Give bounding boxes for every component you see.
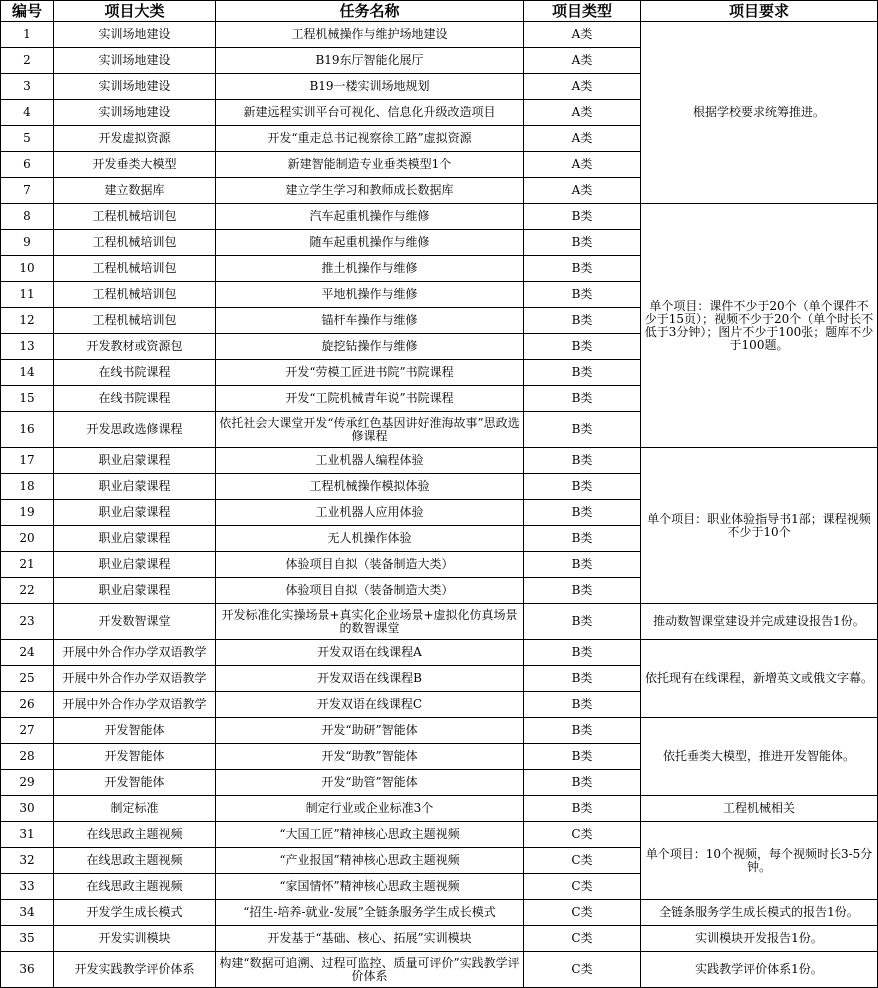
cell-type: C类 bbox=[524, 822, 641, 848]
cell-task: 开发双语在线课程B bbox=[216, 666, 524, 692]
header-category: 项目大类 bbox=[54, 1, 216, 22]
cell-type: B类 bbox=[524, 640, 641, 666]
cell-task: 汽车起重机操作与维修 bbox=[216, 204, 524, 230]
cell-category: 工程机械培训包 bbox=[54, 204, 216, 230]
cell-category: 开发智能体 bbox=[54, 770, 216, 796]
cell-task: “招生-培养-就业-发展”全链条服务学生成长模式 bbox=[216, 900, 524, 926]
cell-no: 32 bbox=[1, 848, 54, 874]
header-row bbox=[1, 1, 878, 22]
cell-type: B类 bbox=[524, 474, 641, 500]
cell-type: B类 bbox=[524, 578, 641, 604]
cell-task: 开发“劳模工匠进书院”书院课程 bbox=[216, 360, 524, 386]
table-row bbox=[1, 204, 878, 230]
cell-no: 20 bbox=[1, 526, 54, 552]
cell-no: 14 bbox=[1, 360, 54, 386]
cell-type: B类 bbox=[524, 204, 641, 230]
cell-task: 新建智能制造专业垂类模型1个 bbox=[216, 152, 524, 178]
cell-category: 实训场地建设 bbox=[54, 22, 216, 48]
header-task: 任务名称 bbox=[216, 1, 524, 22]
cell-task: 开发“重走总书记视察徐工路”虚拟资源 bbox=[216, 126, 524, 152]
cell-no: 26 bbox=[1, 692, 54, 718]
cell-task: 开发基于“基础、核心、拓展”实训模块 bbox=[216, 926, 524, 952]
cell-type: B类 bbox=[524, 552, 641, 578]
cell-no: 12 bbox=[1, 308, 54, 334]
cell-category: 在线思政主题视频 bbox=[54, 822, 216, 848]
cell-no: 24 bbox=[1, 640, 54, 666]
cell-requirement: 工程机械相关 bbox=[641, 796, 878, 822]
cell-task: 平地机操作与维修 bbox=[216, 282, 524, 308]
cell-no: 27 bbox=[1, 718, 54, 744]
cell-task: 建立学生学习和教师成长数据库 bbox=[216, 178, 524, 204]
cell-requirement: 单个项目：职业体验指导书1部；课程视频不少于10个 bbox=[641, 448, 878, 604]
cell-category: 开展中外合作办学双语教学 bbox=[54, 640, 216, 666]
cell-type: C类 bbox=[524, 900, 641, 926]
cell-task: 工程机械操作与维护场地建设 bbox=[216, 22, 524, 48]
cell-task: 推土机操作与维修 bbox=[216, 256, 524, 282]
cell-type: B类 bbox=[524, 256, 641, 282]
cell-task: 开发标准化实操场景+真实化企业场景+虚拟化仿真场景的数智课堂 bbox=[216, 604, 524, 640]
cell-no: 15 bbox=[1, 386, 54, 412]
cell-type: B类 bbox=[524, 666, 641, 692]
cell-task: 锚杆车操作与维修 bbox=[216, 308, 524, 334]
cell-category: 在线书院课程 bbox=[54, 360, 216, 386]
cell-requirement: 单个项目：10个视频，每个视频时长3-5分钟。 bbox=[641, 822, 878, 900]
cell-no: 5 bbox=[1, 126, 54, 152]
cell-requirement: 实践教学评价体系1份。 bbox=[641, 952, 878, 988]
cell-type: B类 bbox=[524, 230, 641, 256]
cell-category: 工程机械培训包 bbox=[54, 308, 216, 334]
table-row bbox=[1, 822, 878, 848]
cell-no: 6 bbox=[1, 152, 54, 178]
table-row bbox=[1, 926, 878, 952]
cell-no: 10 bbox=[1, 256, 54, 282]
cell-category: 制定标准 bbox=[54, 796, 216, 822]
cell-no: 1 bbox=[1, 22, 54, 48]
table-row bbox=[1, 952, 878, 988]
cell-category: 职业启蒙课程 bbox=[54, 448, 216, 474]
cell-category: 建立数据库 bbox=[54, 178, 216, 204]
cell-category: 工程机械培训包 bbox=[54, 256, 216, 282]
cell-task: 旋挖钻操作与维修 bbox=[216, 334, 524, 360]
cell-type: B类 bbox=[524, 308, 641, 334]
cell-no: 19 bbox=[1, 500, 54, 526]
cell-type: C类 bbox=[524, 952, 641, 988]
cell-type: B类 bbox=[524, 744, 641, 770]
cell-no: 36 bbox=[1, 952, 54, 988]
table-row bbox=[1, 900, 878, 926]
cell-category: 工程机械培训包 bbox=[54, 282, 216, 308]
cell-category: 在线思政主题视频 bbox=[54, 874, 216, 900]
cell-type: B类 bbox=[524, 386, 641, 412]
cell-requirement: 全链条服务学生成长模式的报告1份。 bbox=[641, 900, 878, 926]
cell-task: “大国工匠”精神核心思政主题视频 bbox=[216, 822, 524, 848]
cell-task: 随车起重机操作与维修 bbox=[216, 230, 524, 256]
cell-no: 21 bbox=[1, 552, 54, 578]
cell-requirement: 依托现有在线课程，新增英文或俄文字幕。 bbox=[641, 640, 878, 718]
cell-no: 7 bbox=[1, 178, 54, 204]
cell-type: B类 bbox=[524, 448, 641, 474]
cell-type: A类 bbox=[524, 74, 641, 100]
cell-category: 开展中外合作办学双语教学 bbox=[54, 666, 216, 692]
cell-task: B19一楼实训场地规划 bbox=[216, 74, 524, 100]
cell-category: 工程机械培训包 bbox=[54, 230, 216, 256]
cell-no: 30 bbox=[1, 796, 54, 822]
cell-category: 职业启蒙课程 bbox=[54, 578, 216, 604]
table-row bbox=[1, 22, 878, 48]
cell-category: 开发智能体 bbox=[54, 744, 216, 770]
cell-task: “产业报国”精神核心思政主题视频 bbox=[216, 848, 524, 874]
cell-type: B类 bbox=[524, 718, 641, 744]
table-row bbox=[1, 640, 878, 666]
cell-type: C类 bbox=[524, 874, 641, 900]
cell-category: 开发虚拟资源 bbox=[54, 126, 216, 152]
cell-no: 17 bbox=[1, 448, 54, 474]
cell-no: 16 bbox=[1, 412, 54, 448]
cell-task: 依托社会大课堂开发“传承红色基因讲好淮海故事”思政选修课程 bbox=[216, 412, 524, 448]
table-row bbox=[1, 796, 878, 822]
cell-task: 体验项目自拟（装备制造大类） bbox=[216, 578, 524, 604]
cell-category: 实训场地建设 bbox=[54, 74, 216, 100]
cell-task: 开发双语在线课程A bbox=[216, 640, 524, 666]
cell-category: 职业启蒙课程 bbox=[54, 552, 216, 578]
cell-category: 在线书院课程 bbox=[54, 386, 216, 412]
cell-type: A类 bbox=[524, 126, 641, 152]
cell-type: B类 bbox=[524, 770, 641, 796]
cell-type: B类 bbox=[524, 334, 641, 360]
cell-no: 29 bbox=[1, 770, 54, 796]
header-no: 编号 bbox=[1, 1, 54, 22]
cell-requirement: 推动数智课堂建设并完成建设报告1份。 bbox=[641, 604, 878, 640]
cell-type: A类 bbox=[524, 22, 641, 48]
cell-type: B类 bbox=[524, 604, 641, 640]
cell-type: B类 bbox=[524, 526, 641, 552]
cell-no: 35 bbox=[1, 926, 54, 952]
cell-type: A类 bbox=[524, 48, 641, 74]
cell-type: C类 bbox=[524, 848, 641, 874]
cell-type: B类 bbox=[524, 282, 641, 308]
table-row bbox=[1, 718, 878, 744]
cell-task: 体验项目自拟（装备制造大类） bbox=[216, 552, 524, 578]
cell-category: 开发实践教学评价体系 bbox=[54, 952, 216, 988]
cell-task: 开发“助教”智能体 bbox=[216, 744, 524, 770]
cell-no: 11 bbox=[1, 282, 54, 308]
cell-task: 开发“助研”智能体 bbox=[216, 718, 524, 744]
cell-no: 31 bbox=[1, 822, 54, 848]
cell-requirement: 根据学校要求统筹推进。 bbox=[641, 22, 878, 204]
cell-type: A类 bbox=[524, 152, 641, 178]
cell-no: 18 bbox=[1, 474, 54, 500]
cell-type: B类 bbox=[524, 360, 641, 386]
cell-type: A类 bbox=[524, 100, 641, 126]
cell-task: 无人机操作体验 bbox=[216, 526, 524, 552]
cell-requirement: 实训模块开发报告1份。 bbox=[641, 926, 878, 952]
cell-type: C类 bbox=[524, 926, 641, 952]
cell-no: 4 bbox=[1, 100, 54, 126]
cell-task: “家国情怀”精神核心思政主题视频 bbox=[216, 874, 524, 900]
cell-category: 开发教材或资源包 bbox=[54, 334, 216, 360]
cell-task: 开发双语在线课程C bbox=[216, 692, 524, 718]
cell-no: 13 bbox=[1, 334, 54, 360]
table-body bbox=[1, 22, 878, 988]
cell-task: 制定行业或企业标准3个 bbox=[216, 796, 524, 822]
cell-category: 实训场地建设 bbox=[54, 48, 216, 74]
cell-no: 25 bbox=[1, 666, 54, 692]
cell-category: 开发垂类大模型 bbox=[54, 152, 216, 178]
cell-no: 33 bbox=[1, 874, 54, 900]
cell-task: 开发“工院机械青年说”书院课程 bbox=[216, 386, 524, 412]
cell-category: 职业启蒙课程 bbox=[54, 500, 216, 526]
cell-type: B类 bbox=[524, 692, 641, 718]
cell-category: 在线思政主题视频 bbox=[54, 848, 216, 874]
cell-category: 开发实训模块 bbox=[54, 926, 216, 952]
cell-category: 实训场地建设 bbox=[54, 100, 216, 126]
cell-task: 构建“数据可追溯、过程可监控、质量可评价”实践教学评价体系 bbox=[216, 952, 524, 988]
cell-no: 23 bbox=[1, 604, 54, 640]
cell-task: 工程机械操作模拟体验 bbox=[216, 474, 524, 500]
header-type: 项目类型 bbox=[524, 1, 641, 22]
cell-no: 8 bbox=[1, 204, 54, 230]
cell-category: 开发智能体 bbox=[54, 718, 216, 744]
cell-category: 开发思政选修课程 bbox=[54, 412, 216, 448]
cell-category: 职业启蒙课程 bbox=[54, 526, 216, 552]
header-requirement: 项目要求 bbox=[641, 1, 878, 22]
cell-type: A类 bbox=[524, 178, 641, 204]
cell-no: 22 bbox=[1, 578, 54, 604]
cell-task: 开发“助管”智能体 bbox=[216, 770, 524, 796]
cell-category: 开发数智课堂 bbox=[54, 604, 216, 640]
table-row bbox=[1, 604, 878, 640]
cell-category: 职业启蒙课程 bbox=[54, 474, 216, 500]
cell-task: 工业机器人编程体验 bbox=[216, 448, 524, 474]
cell-no: 34 bbox=[1, 900, 54, 926]
cell-type: B类 bbox=[524, 412, 641, 448]
cell-no: 28 bbox=[1, 744, 54, 770]
cell-task: B19东厅智能化展厅 bbox=[216, 48, 524, 74]
cell-type: B类 bbox=[524, 796, 641, 822]
cell-requirement: 单个项目：课件不少于20个（单个课件不少于15页）；视频不少于20个（单个时长不低于3分钟）；图片不少于100张；题库不少于100题。 bbox=[641, 204, 878, 448]
cell-requirement: 依托垂类大模型，推进开发智能体。 bbox=[641, 718, 878, 796]
cell-task: 新建远程实训平台可视化、信息化升级改造项目 bbox=[216, 100, 524, 126]
cell-type: B类 bbox=[524, 500, 641, 526]
cell-no: 9 bbox=[1, 230, 54, 256]
cell-category: 开发学生成长模式 bbox=[54, 900, 216, 926]
cell-category: 开展中外合作办学双语教学 bbox=[54, 692, 216, 718]
cell-no: 3 bbox=[1, 74, 54, 100]
table-row bbox=[1, 448, 878, 474]
cell-no: 2 bbox=[1, 48, 54, 74]
cell-task: 工业机器人应用体验 bbox=[216, 500, 524, 526]
